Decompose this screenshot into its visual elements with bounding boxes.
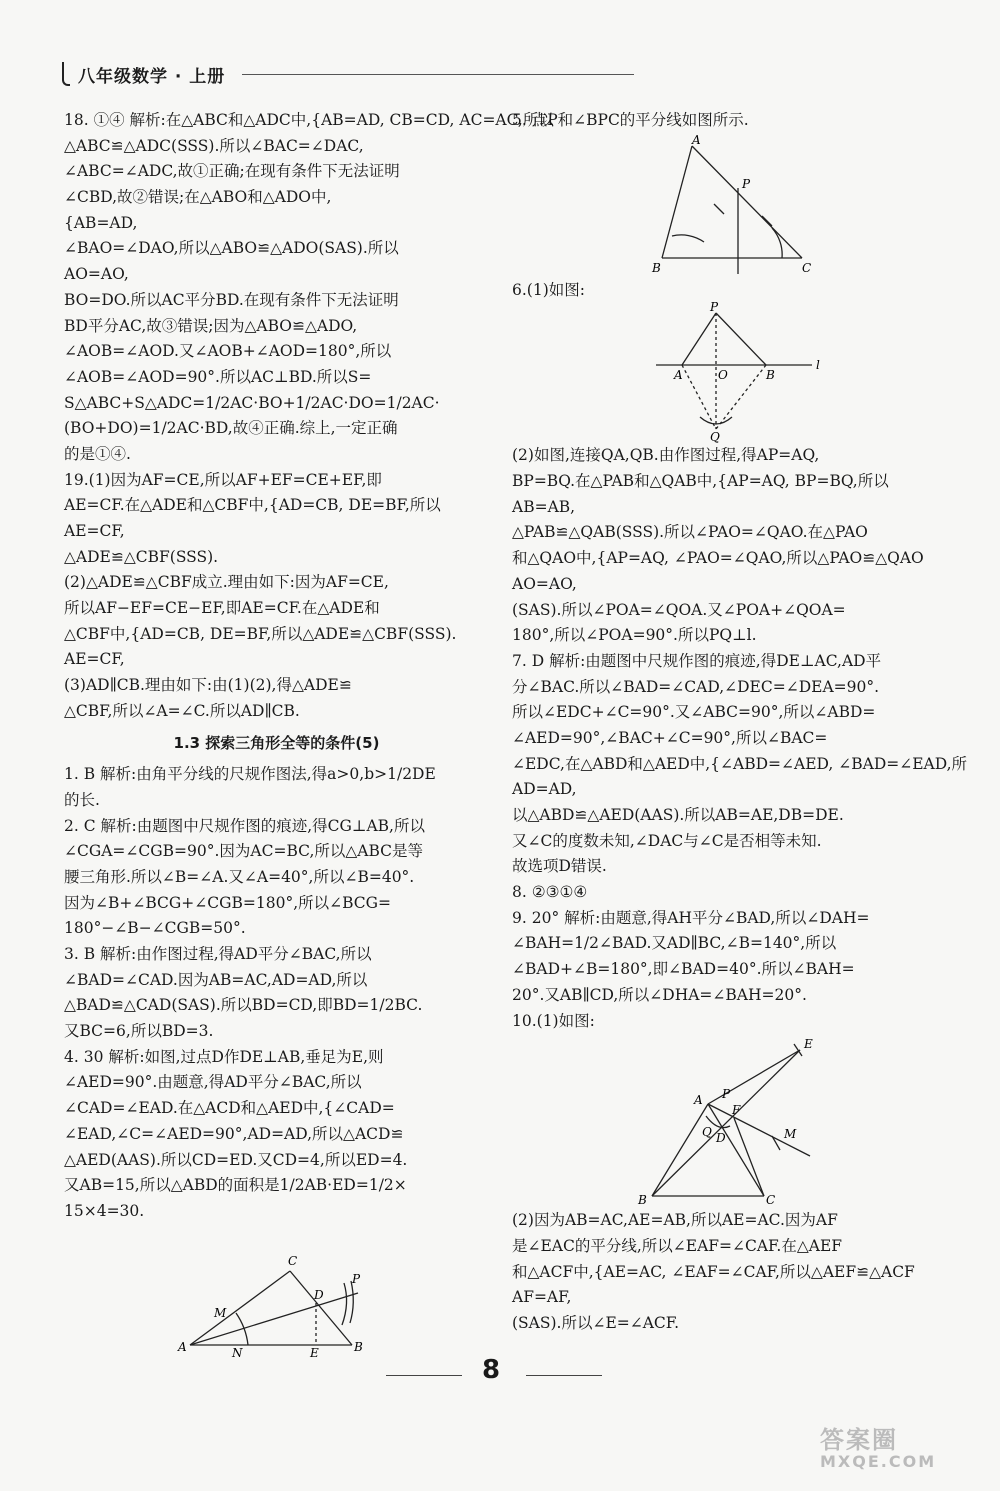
text-line: 2. C 解析:由题图中尺规作图的痕迹,得CG⊥AB,所以 [64, 816, 425, 835]
answer-block-1-4 [64, 762, 489, 1224]
text-line: ∠BAD+∠B=180°,即∠BAD=40°.所以∠BAH= [512, 960, 855, 979]
text-line: 19.(1)因为AF=CE,所以AF+EF=CE+EF,即 [64, 470, 382, 489]
figure-q4-triangle [176, 1253, 376, 1361]
watermark-logo: 答案圈 [820, 1426, 898, 1454]
text-line: 腰三角形.所以∠B=∠A.又∠A=40°,所以∠B=40°. [64, 867, 415, 886]
fig6-label-O: O [718, 368, 728, 383]
text-line: ∠BAD=∠CAD.因为AB=AC,AD=AD,所以 [64, 970, 368, 989]
text-line: ∠CBD,故②错误;在△ABO和△ADO中, [64, 188, 332, 207]
footer-rule-left [386, 1375, 462, 1376]
figure-q10-triangle [632, 1036, 932, 1206]
text-line: ∠ABC=∠ADC,故①正确;在现有条件下无法证明 [64, 162, 400, 181]
watermark-url: MXQE.COM [820, 1452, 937, 1471]
text-line: ∠AED=90°,∠BAC+∠C=90°,所以∠BAC= [512, 728, 828, 747]
fig4-label-C: C [288, 1254, 298, 1268]
fig5-label-B: B [652, 260, 661, 275]
text-line: (2)△ADE≌△CBF成立.理由如下:因为AF=CE, [64, 573, 389, 592]
text-line: ∠CAD=∠EAD.在△ACD和△AED中,{∠CAD= [64, 1099, 395, 1118]
text-line: ∠AED=90°.由题意,得AD平分∠BAC,所以 [64, 1073, 362, 1092]
text-line: (3)AD∥CB.理由如下:由(1)(2),得△ADE≌ [64, 676, 352, 695]
figure-q5-triangle [652, 132, 932, 276]
text-line: 9. 20° 解析:由题意,得AH平分∠BAD,所以∠DAH= [512, 908, 870, 927]
answer-block-6-10 [512, 443, 968, 1034]
text-line: ∠AOB=∠AOD.又∠AOB+∠AOD=180°,所以 [64, 342, 392, 361]
text-line: 10.(1)如图: [512, 1011, 595, 1030]
page-header [62, 60, 634, 90]
text-line: (BO+DO)=1/2AC·BD,故④正确.综上,一定正确 [64, 419, 398, 438]
text-line: 和△QAO中,{AP=AQ, ∠PAO=∠QAO,所以△PAO≌△QAO [512, 549, 924, 568]
text-line: 以△ABD≌△AED(AAS).所以AB=AE,DB=DE. [512, 806, 844, 824]
fig4-label-D: D [314, 1288, 324, 1302]
fig6-label-A: A [674, 368, 683, 383]
text-line: ∠AOB=∠AOD=90°.所以AC⊥BD.所以S= [64, 367, 372, 386]
fig10-label-C: C [766, 1193, 776, 1208]
figure-q4-svg [176, 1253, 376, 1360]
text-line: AE=CF.在△ADE和△CBF中,{AD=CB, DE=BF,所以 [64, 496, 441, 515]
text-line: △ABC≌△ADC(SSS).所以∠BAC=∠DAC, [64, 136, 364, 155]
text-line: 6.(1)如图: [512, 280, 585, 299]
text-line: 又∠C的度数未知,∠DAC与∠C是否相等未知. [512, 831, 822, 850]
fig10-label-D: D [716, 1131, 726, 1146]
fig10-label-B: B [638, 1193, 647, 1208]
text-line: AE=CF, [64, 522, 125, 540]
text-line: 15×4=30. [64, 1201, 145, 1220]
text-line: BO=DO.所以AC平分BD.在现有条件下无法证明 [64, 290, 399, 309]
text-line: AE=CF, [64, 650, 125, 669]
text-line: ∠CGA=∠CGB=90°.因为AC=BC,所以△ABC是等 [64, 842, 424, 861]
text-line: AB=AB, [512, 497, 576, 516]
text-line: ∠BAO=∠DAO,所以△ABO≌△ADO(SAS).所以 [64, 239, 399, 258]
text-line: △PAB≌△QAB(SSS).所以∠PAO=∠QAO.在△PAO [512, 523, 868, 542]
text-line: ∠EDC,在△ABD和△AED中,{∠ABD=∠AED, ∠BAD=∠EAD,所 [512, 754, 968, 773]
text-line: 180°,所以∠POA=90°.所以PQ⊥l. [512, 626, 757, 645]
text-line: 所以AF−EF=CE−EF,即AE=CF.在△ADE和 [64, 599, 380, 618]
text-line: 18. ①④ 解析:在△ABC和△ADC中,{AB=AD, CB=CD, AC=AC,所以 [64, 111, 554, 129]
page-number: 8 [482, 1355, 501, 1385]
text-line: ∠EAD,∠C=∠AED=90°,AD=AD,所以△ACD≌ [64, 1124, 404, 1143]
text-line: △BAD≌△CAD(SAS).所以BD=CD,即BD=1/2BC. [64, 996, 423, 1015]
text-line: △CBF,所以∠A=∠C.所以AD∥CB. [64, 701, 300, 720]
text-line: 3. B 解析:由作图过程,得AD平分∠BAC,所以 [64, 945, 372, 963]
fig10-label-F: F [732, 1103, 741, 1118]
text-line: AO=AO, [64, 265, 129, 284]
text-line: △ADE≌△CBF(SSS). [64, 547, 219, 566]
text-line: 20°.又AB∥CD,所以∠DHA=∠BAH=20°. [512, 985, 807, 1004]
text-line: 是∠EAC的平分线,所以∠EAF=∠CAF.在△AEF [512, 1236, 843, 1255]
text-line: 8. ②③①④ [512, 883, 588, 902]
text-line: (2)因为AB=AC,AE=AB,所以AE=AC.因为AF [512, 1211, 838, 1230]
text-line: 5. 点P和∠BPC的平分线如图所示. [512, 111, 749, 129]
header-bracket [62, 62, 70, 86]
fig10-label-P: P [722, 1087, 731, 1102]
fig4-label-E: E [310, 1346, 319, 1360]
fig10-label-Q: Q [702, 1125, 712, 1140]
fig4-label-P: P [352, 1272, 361, 1286]
text-line: 7. D 解析:由题图中尺规作图的痕迹,得DE⊥AC,AD平 [512, 651, 882, 670]
fig5-label-A: A [692, 132, 701, 147]
fig10-label-E: E [804, 1037, 813, 1052]
text-line: (SAS).所以∠POA=∠QOA.又∠POA+∠QOA= [512, 600, 846, 619]
text-line: {AB=AD, [64, 213, 138, 232]
text-line: 又BC=6,所以BD=3. [64, 1022, 214, 1041]
fig4-label-A: A [178, 1340, 187, 1354]
figure-q6-construction [652, 300, 932, 445]
fig6-label-Q: Q [710, 430, 720, 445]
text-line: AF=AF, [512, 1288, 572, 1307]
text-line: ∠BAH=1/2∠BAD.又AD∥BC,∠B=140°,所以 [512, 934, 837, 953]
fig10-label-M: M [784, 1127, 797, 1142]
fig10-label-A: A [694, 1093, 703, 1108]
fig5-label-C: C [802, 260, 812, 275]
text-line: △AED(AAS).所以CD=ED.又CD=4,所以ED=4. [64, 1150, 408, 1169]
text-line: 故选项D错误. [512, 857, 607, 876]
fig6-label-B: B [766, 368, 775, 383]
text-line: 又AB=15,所以△ABD的面积是1/2AB·ED=1/2× [64, 1176, 407, 1195]
text-line: (2)如图,连接QA,QB.由作图过程,得AP=AQ, [512, 446, 820, 465]
text-line: 因为∠B+∠BCG+∠CGB=180°,所以∠BCG= [64, 893, 392, 912]
fig6-label-l: l [816, 358, 820, 373]
text-line: 1. B 解析:由角平分线的尺规作图法,得a>0,b>1/2DE [64, 765, 436, 784]
header-rule [242, 74, 634, 75]
figure-q10-svg [632, 1036, 822, 1206]
text-line: 的是①④. [64, 444, 131, 463]
fig4-label-B: B [354, 1340, 363, 1354]
right-column [512, 108, 968, 1337]
figure-q6-svg [652, 300, 832, 445]
fig4-label-N: N [232, 1346, 243, 1360]
text-line: 4. 30 解析:如图,过点D作DE⊥AB,垂足为E,则 [64, 1047, 384, 1066]
text-line: 分∠BAC.所以∠BAD=∠CAD,∠DEC=∠DEA=90°. [512, 677, 880, 696]
fig5-label-P: P [742, 176, 751, 191]
text-line: 和△ACF中,{AE=AC, ∠EAF=∠CAF,所以△AEF≌△ACF [512, 1262, 915, 1281]
fig4-label-M: M [214, 1306, 227, 1320]
page-footer [0, 1355, 1000, 1395]
text-line: AD=AD, [512, 780, 577, 799]
section-title: 1.3 探索三角形全等的条件(5) [173, 733, 380, 752]
text-line: BD平分AC,故③错误;因为△ABO≌△ADO, [64, 316, 358, 335]
answer-block-10-2 [512, 1208, 932, 1336]
text-line: 的长. [64, 790, 100, 809]
text-line: (SAS).所以∠E=∠ACF. [512, 1313, 680, 1332]
figure-q5-svg [652, 132, 822, 276]
text-line: 180°−∠B−∠CGB=50°. [64, 919, 246, 938]
text-line: S△ABC+S△ADC=1/2AC·BO+1/2AC·DO=1/2AC· [64, 393, 440, 412]
fig6-label-P: P [710, 300, 719, 315]
text-line: △CBF中,{AD=CB, DE=BF,所以△ADE≌△CBF(SSS). [64, 624, 457, 643]
footer-rule-right [526, 1375, 602, 1376]
text-line: AO=AO, [512, 574, 577, 593]
text-line: 所以∠EDC+∠C=90°.又∠ABC=90°,所以∠ABD= [512, 703, 876, 722]
text-line: BP=BQ.在△PAB和△QAB中,{AP=AQ, BP=BQ,所以 [512, 472, 889, 491]
header-title: 八年级数学 · 上册 [78, 67, 226, 87]
